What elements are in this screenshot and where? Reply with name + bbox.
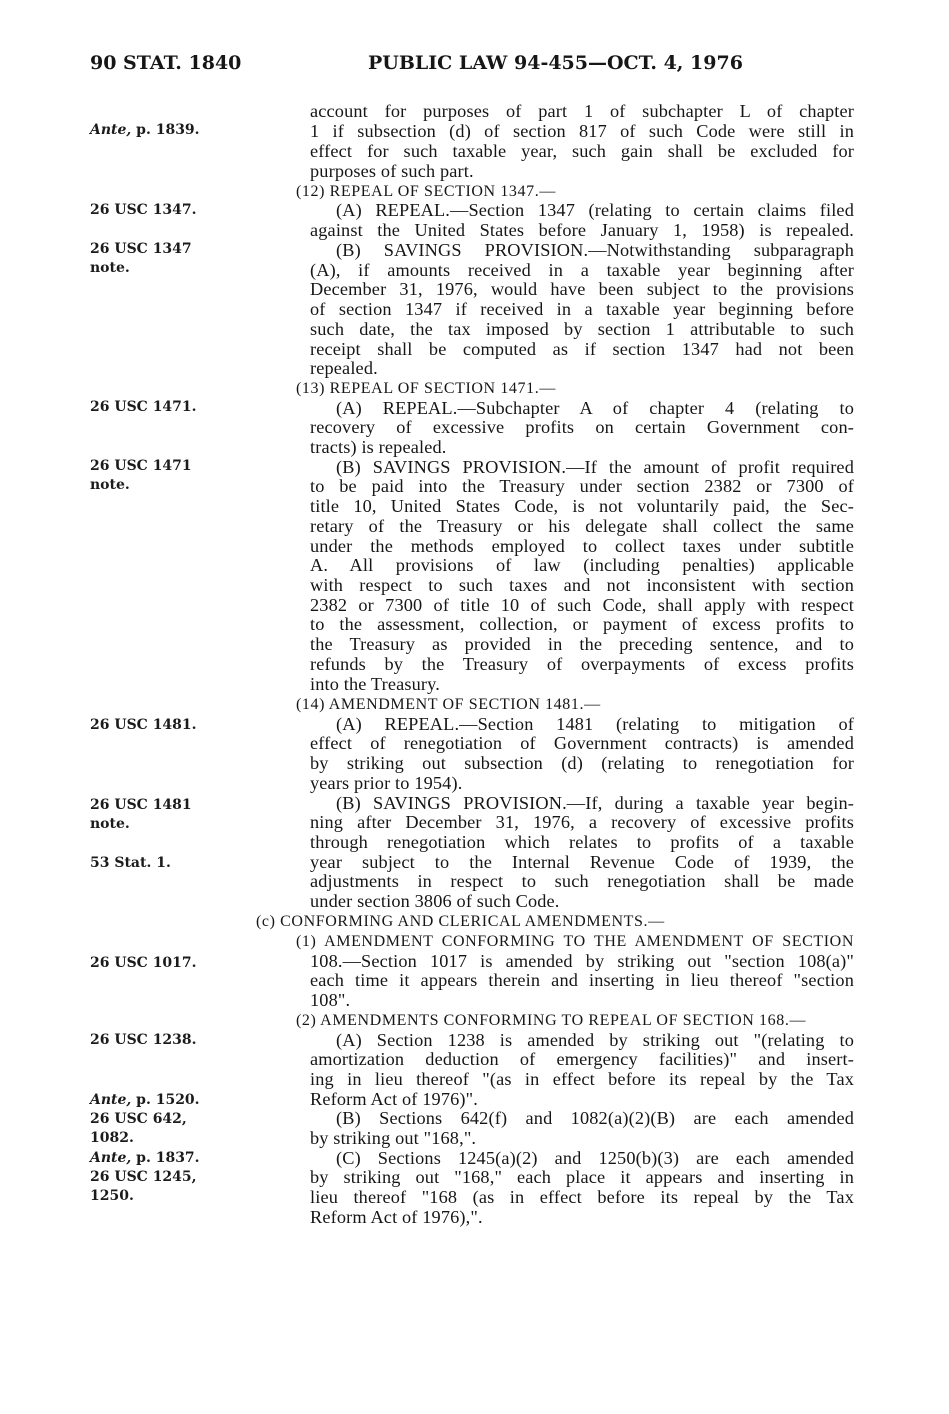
text-line: by striking out "168,". — [310, 1128, 477, 1148]
margin-note: 26 USC 1238. — [90, 1032, 197, 1048]
text-line: effect for such taxable year, such gain shall be excluded for — [310, 141, 854, 161]
text-line: purposes of such part. — [310, 161, 474, 181]
text-line: (B) SAVINGS PROVISION.—Notwithstanding subparagraph — [336, 240, 854, 260]
page-running-title: PUBLIC LAW 94-455—OCT. 4, 1976 — [368, 52, 743, 74]
text-line: under section 3806 of such Code. — [310, 891, 560, 911]
text-line: with respect to such taxes and not inconsistent with section — [310, 575, 854, 595]
text-line: (A), if amounts received in a taxable year beginning after — [310, 260, 854, 280]
text-line: by striking out subsection (d) (relating to renegotiation for — [310, 753, 854, 773]
margin-note: Ante, p. 1520. — [90, 1092, 200, 1108]
text-line: each time it appears therein and inserting in lieu thereof "section — [310, 970, 854, 990]
text-line: adjustments in respect to such renegotiation shall be made — [310, 871, 854, 891]
text-line: retary of the Treasury or his delegate shall collect the same — [310, 516, 854, 536]
margin-note: 26 USC 1245, 1250. — [90, 1169, 197, 1204]
text-line: through renegotiation which relates to profits of a taxable — [310, 832, 854, 852]
margin-note: 26 USC 1471 note. — [90, 458, 192, 493]
text-line: December 31, 1976, would have been subject to the provisions — [310, 279, 854, 299]
margin-note: Ante, p. 1837. — [90, 1150, 200, 1166]
text-line: (B) Sections 642(f) and 1082(a)(2)(B) are each amended — [336, 1108, 854, 1128]
text-line: 108.—Section 1017 is amended by striking out "section 108(a)" — [310, 951, 854, 971]
text-line: tracts) is repealed. — [310, 437, 447, 457]
text-line: (B) SAVINGS PROVISION.—If, during a taxable year begin- — [336, 793, 854, 813]
margin-note: 26 USC 1017. — [90, 955, 197, 971]
text-line: title 10, United States Code, is not voluntarily paid, the Sec- — [310, 496, 854, 516]
text-line: lieu thereof "168 (as in effect before its repeal by the Tax — [310, 1187, 854, 1207]
margin-note: 26 USC 1481 note. — [90, 797, 192, 832]
text-line: (A) REPEAL.—Section 1347 (relating to certain claims filed — [336, 200, 854, 220]
text-line: year subject to the Internal Revenue Code of 1939, the — [310, 852, 854, 872]
text-line: recovery of excessive profits on certain Government con- — [310, 417, 854, 437]
margin-note: Ante, p. 1839. — [90, 122, 200, 138]
text-line: ning after December 31, 1976, a recovery of excessive profits — [310, 812, 854, 832]
text-line: to the assessment, collection, or payment of excess profits to — [310, 614, 854, 634]
text-line: the Treasury as provided in the preceding sentence, and to — [310, 634, 854, 654]
text-line: refunds by the Treasury of overpayments of excess profits — [310, 654, 854, 674]
text-line: under the methods employed to collect taxes under subtitle — [310, 536, 854, 556]
text-line: to be paid into the Treasury under section 2382 or 7300 of — [310, 476, 854, 496]
text-line: Reform Act of 1976),". — [310, 1207, 483, 1227]
text-line: such date, the tax imposed by section 1 attributable to such — [310, 319, 854, 339]
page-stat-citation: 90 STAT. 1840 — [90, 52, 242, 74]
text-line: Reform Act of 1976)". — [310, 1089, 479, 1109]
text-line: repealed. — [310, 358, 378, 378]
text-line: years prior to 1954). — [310, 773, 463, 793]
margin-note: 26 USC 1481. — [90, 717, 197, 733]
text-line: (A) REPEAL.—Section 1481 (relating to mitigation of — [336, 714, 854, 734]
text-line: (A) REPEAL.—Subchapter A of chapter 4 (relating to — [336, 398, 854, 418]
text-line: of section 1347 if received in a taxable year beginning before — [310, 299, 854, 319]
text-line: into the Treasury. — [310, 674, 440, 694]
margin-note: 53 Stat. 1. — [90, 855, 171, 871]
margin-note: 26 USC 1347. — [90, 202, 197, 218]
text-line: by striking out "168," each place it appears and inserting in — [310, 1167, 854, 1187]
margin-note: 26 USC 1471. — [90, 399, 197, 415]
text-line: 2382 or 7300 of title 10 of such Code, shall apply with respect — [310, 595, 854, 615]
text-line: 108". — [310, 990, 351, 1010]
paragraph-heading: (12) REPEAL OF SECTION 1347.— — [296, 183, 556, 200]
text-line: A. All provisions of law (including penalties) applicable — [310, 555, 854, 575]
text-line: ing in lieu thereof "(as in effect before its repeal by the Tax — [310, 1069, 854, 1089]
text-line: (C) Sections 1245(a)(2) and 1250(b)(3) are each amended — [336, 1148, 854, 1168]
text-line: amortization deduction of emergency facilities)" and insert- — [310, 1049, 854, 1069]
text-line: effect of renegotiation of Government contracts) is amended — [310, 733, 854, 753]
text-line: (B) SAVINGS PROVISION.—If the amount of profit required — [336, 457, 854, 477]
margin-note: 26 USC 642, 1082. — [90, 1111, 187, 1146]
paragraph-heading: (13) REPEAL OF SECTION 1471.— — [296, 380, 556, 397]
paragraph-heading: (1) AMENDMENT CONFORMING TO THE AMENDMENT OF SECTION — [296, 933, 854, 950]
section-heading: (c) CONFORMING AND CLERICAL AMENDMENTS.— — [256, 913, 665, 930]
text-line: (A) Section 1238 is amended by striking out "(relating to — [336, 1030, 854, 1050]
text-line: account for purposes of part 1 of subchapter L of chapter — [310, 101, 854, 121]
paragraph-heading: (2) AMENDMENTS CONFORMING TO REPEAL OF SECTION 168.— — [296, 1012, 807, 1029]
text-line: against the United States before January 1, 1958) is repealed. — [310, 220, 854, 240]
text-line: 1 if subsection (d) of section 817 of such Code were still in — [310, 121, 854, 141]
text-line: receipt shall be computed as if section 1347 had not been — [310, 339, 854, 359]
paragraph-heading: (14) AMENDMENT OF SECTION 1481.— — [296, 696, 601, 713]
margin-note: 26 USC 1347 note. — [90, 241, 192, 276]
